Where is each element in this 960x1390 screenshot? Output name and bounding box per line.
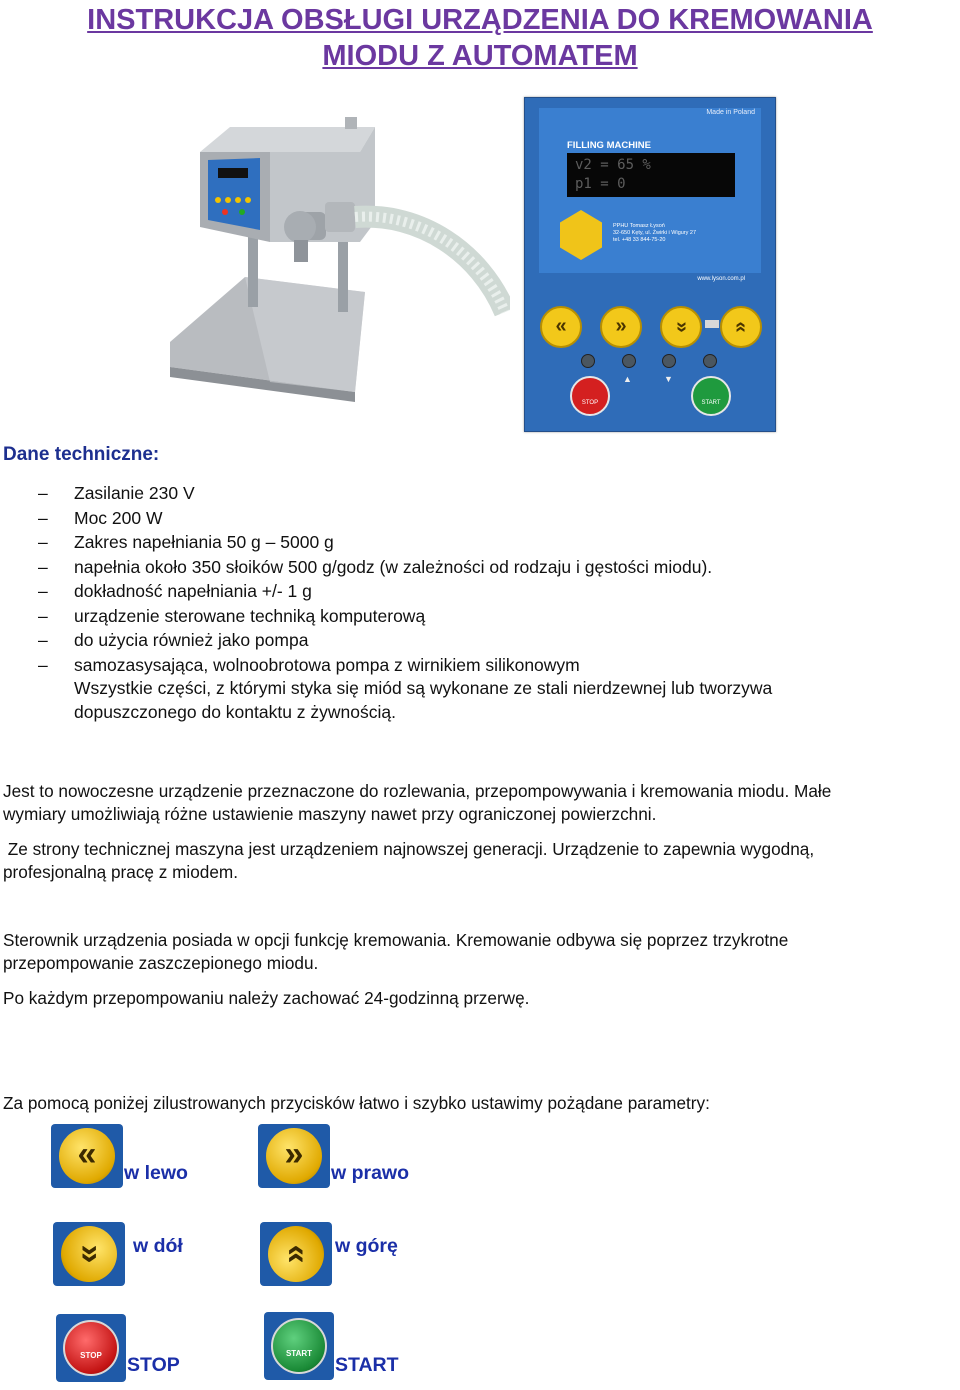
- made-in-label: Made in Poland: [706, 109, 755, 116]
- panel-up-button: »: [720, 306, 762, 348]
- stop-button-label: STOP: [127, 1354, 180, 1376]
- chevrons-down-icon: »: [61, 1226, 117, 1282]
- stop-button-image: [56, 1314, 126, 1382]
- lcd-line-1: v2 = 65 %: [575, 157, 651, 173]
- panel-brand: FILLING MACHINE: [567, 140, 651, 151]
- list-item: – dokładność napełniania +/- 1 g: [38, 579, 772, 604]
- led-indicator: [581, 354, 595, 368]
- dash-bullet: –: [38, 556, 48, 577]
- creaming-paragraph: Sterownik urządzenia posiada w opcji funkcję kremowania. Kremowanie odbywa się poprzez trzykrotne przepompowanie zaszczepionego miodu.: [3, 930, 789, 973]
- company-address: 32-650 Kęty, ul. Żwirki i Wigury 27: [613, 230, 697, 236]
- panel-left-button: «: [540, 306, 582, 348]
- dash-bullet: –: [38, 605, 48, 626]
- led-indicator: [703, 354, 717, 368]
- dash-bullet: –: [38, 654, 48, 675]
- panel-start-button: START: [691, 376, 731, 416]
- dash-bullet: –: [38, 630, 48, 650]
- list-item: – Moc 200 W: [38, 506, 772, 531]
- lcd-display: [567, 153, 735, 197]
- stop-icon: STOP: [63, 1320, 119, 1376]
- left-button-label: w lewo: [124, 1162, 188, 1184]
- panel-separator: [705, 320, 719, 328]
- lcd-line-2: p1 = 0: [575, 176, 626, 192]
- dash-bullet: –: [38, 507, 48, 528]
- panel-down-button: »: [660, 306, 702, 348]
- triangle-up-icon: ▲: [623, 374, 632, 384]
- left-button-image: [51, 1124, 123, 1188]
- description-paragraph: Jest to nowoczesne urządzenie przeznaczone do rozlewania, przepompowywania i kremowania miodu. Małe wymiary umożliwiają różne ustawienie maszyny nawet przy ograniczonej powierzchni.: [3, 781, 832, 824]
- led-indicator: [662, 354, 676, 368]
- panel-right-button: »: [600, 306, 642, 348]
- panel-stop-button: STOP: [570, 376, 610, 416]
- up-button-image: [260, 1222, 332, 1286]
- list-item: – urządzenie sterowane techniką komputerową: [38, 604, 772, 629]
- company-info: [613, 223, 696, 244]
- company-name: PPHU Tomasz Łysoń: [613, 223, 665, 229]
- list-item: – napełnia około 350 słoików 500 g/godz (w zależności od rodzaju i gęstości miodu).: [38, 555, 772, 580]
- list-item: – samozasysająca, wolnoobrotowa pompa z wirnikiem silikonowym: [38, 653, 772, 678]
- tech-list: [38, 481, 772, 724]
- buttons-intro: Za pomocą poniżej zilustrowanych przycisków łatwo i szybko ustawimy pożądane parametry:: [3, 1093, 710, 1113]
- right-button-image: [258, 1124, 330, 1188]
- dash-bullet: –: [38, 581, 48, 601]
- start-icon: START: [271, 1318, 327, 1374]
- tech-heading: Dane techniczne:: [3, 444, 160, 465]
- company-phone: tel. +48 33 844-75-20: [613, 237, 666, 243]
- list-item: – Zakres napełniania 50 g – 5000 g: [38, 530, 772, 555]
- start-button-label: START: [335, 1354, 399, 1376]
- page-title: INSTRUKCJA OBSŁUGI URZĄDZENIA DO KREMOWANIA MIODU Z AUTOMATEM: [87, 4, 873, 72]
- dash-bullet: –: [38, 483, 48, 503]
- up-button-label: w górę: [335, 1235, 398, 1257]
- generation-paragraph: Ze strony technicznej maszyna jest urządzeniem najnowszej generacji. Urządzenie to zapewnia wygodną, profesjonalną pracę z miodem.: [3, 839, 815, 882]
- right-button-label: w prawo: [331, 1162, 410, 1184]
- list-item: – do użycia również jako pompa: [38, 628, 772, 653]
- control-panel-photo: [524, 97, 776, 432]
- pause-paragraph: Po każdym przepompowaniu należy zachować 24-godzinną przerwę.: [3, 988, 530, 1008]
- website-label: www.lyson.com.pl: [697, 276, 745, 282]
- list-item: – Zasilanie 230 V: [38, 481, 772, 506]
- led-indicator: [622, 354, 636, 368]
- chevrons-left-icon: «: [59, 1128, 115, 1184]
- machine-photo: [160, 112, 510, 402]
- dash-bullet: –: [38, 532, 48, 552]
- start-button-image: [264, 1312, 334, 1380]
- triangle-down-icon: ▼: [664, 374, 673, 384]
- materials-note: Wszystkie części, z którymi styka się miód są wykonane ze stali nierdzewnej lub tworzywa dopuszczonego do kontaktu z żywnością.: [74, 678, 773, 722]
- down-button-label: w dół: [133, 1235, 183, 1257]
- down-button-image: [53, 1222, 125, 1286]
- chevrons-right-icon: »: [266, 1128, 322, 1184]
- chevrons-up-icon: »: [268, 1226, 324, 1282]
